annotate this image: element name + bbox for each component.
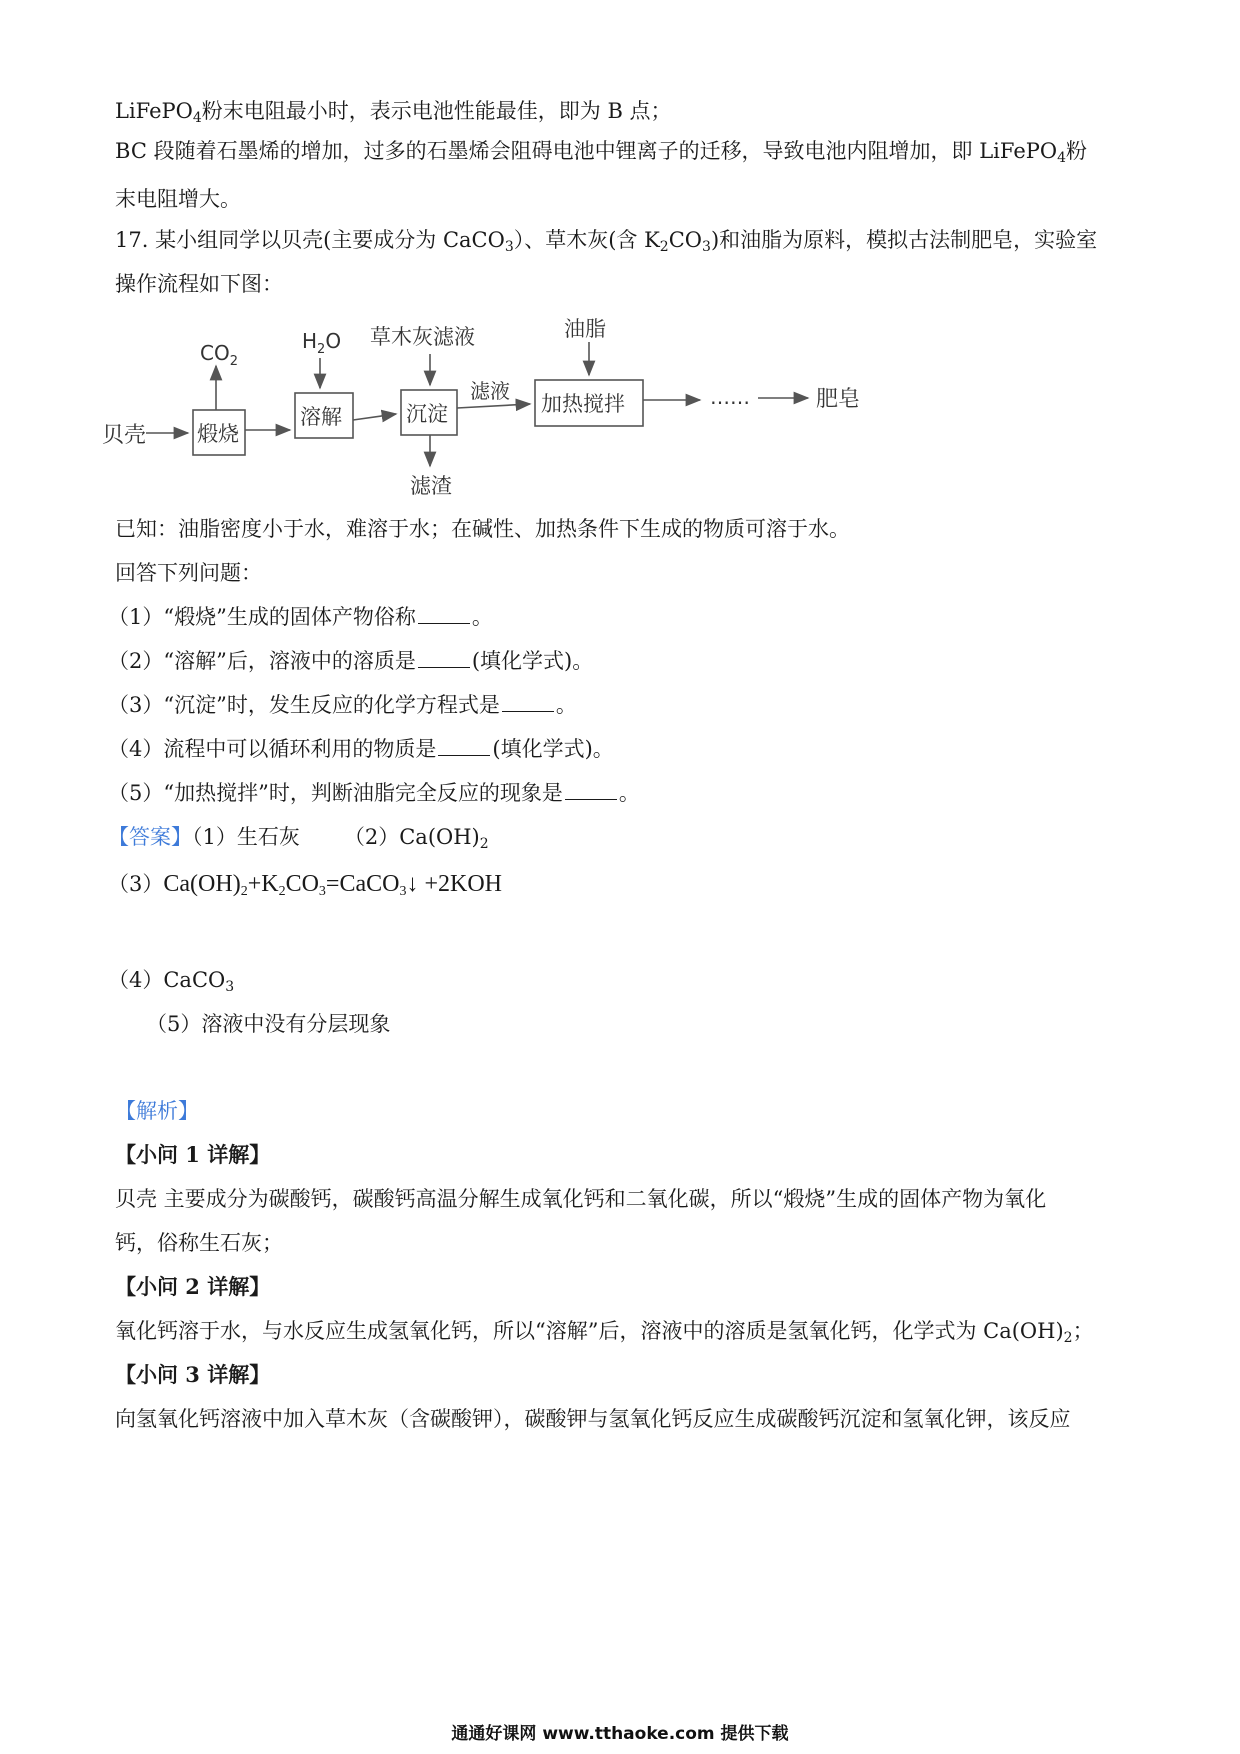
subquestion-5: （5）“加热搅拌”时，判断油脂完全反应的现象是 。 <box>108 781 640 805</box>
answer-tag: 【答案】 <box>108 825 192 849</box>
analysis-para-1-line-2: 钙，俗称生石灰； <box>115 1231 283 1255</box>
intro-line-3: 末电阻增大。 <box>115 187 241 211</box>
analysis-heading-3: 【小问 3 详解】 <box>115 1362 271 1387</box>
intro-line-1: LiFePO$_4$粉末电阻最小时，表示电池性能最佳，即为 B 点； <box>115 99 672 126</box>
answer-4: （4）CaCO$_3$ <box>108 968 235 995</box>
process-flow-diagram <box>102 317 988 508</box>
answer-blank <box>502 691 554 712</box>
label-co2: $CO_2$ <box>200 341 238 369</box>
page-footer: 通通好课网 www.tthaoke.com 提供下载 <box>451 1724 789 1744</box>
answer-3-equation: $(3)Ca(OH)_2+K_2CO_3=CaCO_3↓ +2KOH$ <box>108 871 502 899</box>
subquestion-3: （3）“沉淀”时，发生反应的化学方程式是 。 <box>108 693 577 717</box>
answer-blank <box>438 735 490 756</box>
subquestion-4: （4）流程中可以循环利用的物质是 (填化学式)。 <box>108 737 614 761</box>
answer-blank <box>565 779 617 800</box>
analysis-heading-1: 【小问 1 详解】 <box>115 1142 271 1167</box>
analysis-tag: 【解析】 <box>115 1099 199 1123</box>
answer-blank <box>418 647 470 668</box>
answer-5: （5）溶液中没有分层现象 <box>146 1012 391 1036</box>
analysis-para-1-line-1: 贝壳 主要成分为碳酸钙，碳酸钙高温分解生成氧化钙和二氧化碳，所以“煅烧”生成的固体产物为氧化 <box>115 1187 1047 1211</box>
analysis-para-2: 氧化钙溶于水，与水反应生成氢氧化钙，所以“溶解”后，溶液中的溶质是氢氧化钙，化学式为 $Ca(OH)_2$； <box>115 1319 1094 1346</box>
label-box-calcination: 煅烧 <box>197 422 239 446</box>
label-shell: 贝壳 <box>102 423 147 448</box>
analysis-para-3: 向氢氧化钙溶液中加入草木灰（含碳酸钾），碳酸钾与氢氧化钙反应生成碳酸钙沉淀和氢氧化钾，该反应 <box>115 1407 1071 1431</box>
label-box-heat-stir: 加热搅拌 <box>541 392 625 416</box>
label-plant-ash-filtrate: 草木灰滤液 <box>370 325 475 349</box>
label-h2o: $H_2O$ <box>302 329 342 357</box>
subquestion-1: （1）“煅烧”生成的固体产物俗称 。 <box>108 605 493 629</box>
analysis-heading-2: 【小问 2 详解】 <box>115 1274 271 1299</box>
answer-prompt: 回答下列问题： <box>115 561 262 585</box>
answer-blank <box>418 603 470 624</box>
label-soap: 肥皂 <box>816 387 861 412</box>
known-info: 已知：油脂密度小于水，难溶于水；在碱性、加热条件下生成的物质可溶于水。 <box>115 517 850 541</box>
intro-line-2: BC 段随着石墨烯的增加，过多的石墨烯会阻碍电池中锂离子的迁移，导致电池内阻增加，即 LiFePO$_4$粉 <box>115 139 1088 166</box>
label-box-dissolve: 溶解 <box>300 405 342 429</box>
label-residue: 滤渣 <box>410 474 452 498</box>
subquestion-2: （2）“溶解”后，溶液中的溶质是 (填化学式)。 <box>108 649 594 673</box>
label-oil: 油脂 <box>564 317 606 341</box>
label-box-precipitate: 沉淀 <box>406 402 448 426</box>
label-dots: …… <box>710 385 750 409</box>
question-stem: 17. 某小组同学以贝壳(主要成分为 CaCO$_3$）、草木灰(含 $K_2CO_3$)和油脂为原料，模拟古法制肥皂，实验室 <box>115 228 1098 255</box>
label-filtrate: 滤液 <box>470 379 510 403</box>
question-stem-line-2: 操作流程如下图： <box>115 272 283 296</box>
answer-line-1: 【答案】（1）生石灰 $(2)Ca(OH)_2$ <box>108 825 489 852</box>
